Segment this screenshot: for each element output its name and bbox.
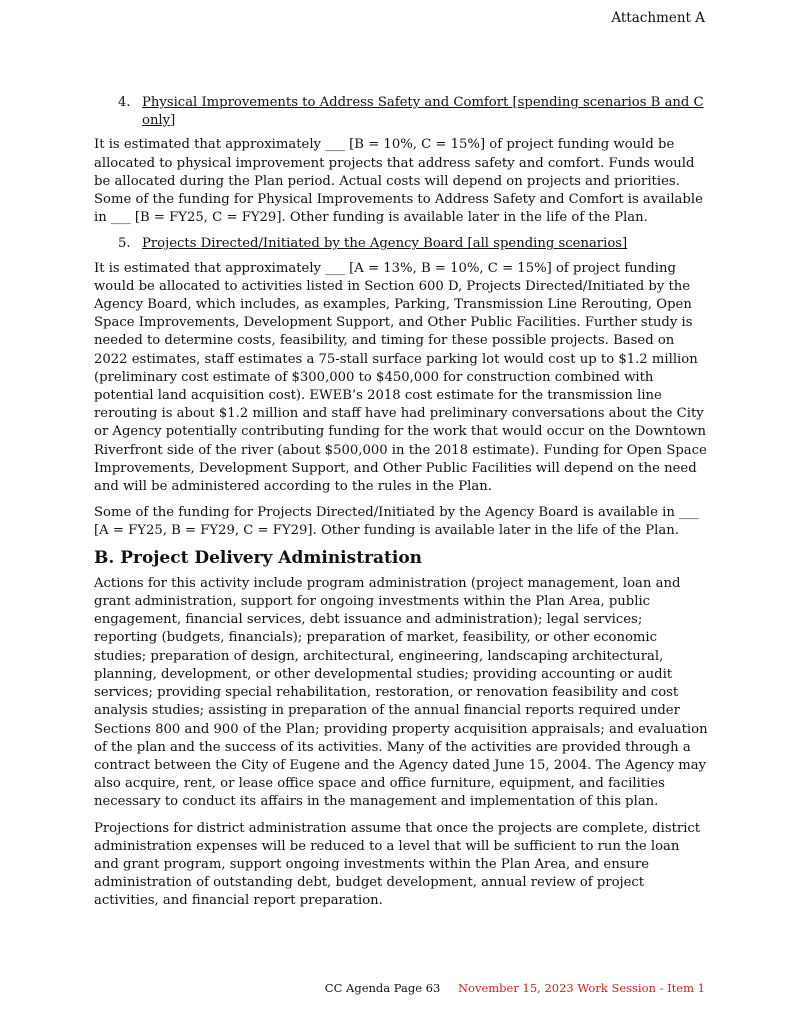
- list-item-5: [118, 235, 708, 253]
- section-b-title: B. Project Delivery Administration: [94, 547, 423, 568]
- paragraph: Some of the funding for Projects Directed/Initiated by the Agency Board is available in ___ [A = FY25, B = FY29, C = FY29]. Other funding is available later in the life of the Plan.: [94, 505, 699, 539]
- page-footer: [325, 981, 705, 995]
- list-number: 4.: [118, 95, 131, 110]
- agenda-page-label: CC Agenda Page 63: [324, 981, 441, 995]
- attachment-label: Attachment A: [611, 10, 705, 26]
- paragraph: It is estimated that approximately ___ [A = 13%, B = 10%, C = 15%] of project funding would be allocated to activities listed in Section 600 D, Projects Directed/Initiated by the Agency Board, which includes, as examples, Parking, Transmission Line Rerouting, Open Space Improvements, Development Support, and Other Public Facilities. Further study is needed to determine costs, feasibility, and timing for these possible projects. Based on 2022 estimates, staff estimates a 75-stall surface parking lot would cost up to $1.2 million (preliminary cost estimate of $300,000 to $450,000 for construction combined with potential land acquisition cost). EWEB’s 2018 cost estimate for the transmission line rerouting is about $1.2 million and staff have had preliminary conversations about the City or Agency potentially contributing funding for the work that would occur on the Downtown Riverfront side of the river (about $500,000 in the 2018 estimate). Funding for Open Space Improvements, Development Support, and Other Public Facilities will depend on the need and will be administered according to the rules in the Plan.: [94, 260, 707, 495]
- list-number: 5.: [118, 236, 131, 252]
- document-body: [94, 94, 708, 919]
- paragraph: It is estimated that approximately ___ [B = 10%, C = 15%] of project funding would be allocated to physical improvement projects that address safety and comfort. Funds would be allocated during the Plan period. Actual costs will depend on projects and priorities. Some of the funding for Physical Improvements to Address Safety and Comfort is available in ___ [B = FY25, C = FY29]. Other funding is available later in the life of the Plan.: [94, 137, 703, 226]
- list-heading: Physical Improvements to Address Safety and Comfort [spending scenarios B and C only]: [142, 95, 704, 129]
- session-label: November 15, 2023 Work Session - Item 1: [457, 981, 705, 995]
- paragraph: Actions for this activity include program administration (project management, loan and grant administration, support for ongoing investments within the Plan Area, public engagement, financial services, debt issuance and administration); legal services; reporting (budgets, financials); preparation of market, feasibility, or other economic studies; preparation of design, architectural, engineering, landscaping architectural, planning, development, or other developmental studies; providing accounting or audit services; providing special rehabilitation, restoration, or renovation feasibility and cost analysis studies; assisting in preparation of the annual financial reports required under Sections 800 and 900 of the Plan; providing property acquisition appraisals; and evaluation of the plan and the success of its activities. Many of the activities are provided through a contract between the City of Eugene and the Agency dated June 15, 2004. The Agency may also acquire, rent, or lease office space and office furniture, equipment, and facilities necessary to conduct its affairs in the management and implementation of this plan.: [94, 575, 708, 810]
- list-heading: Projects Directed/Initiated by the Agency Board [all spending scenarios]: [142, 236, 628, 252]
- paragraph: Projections for district administration assume that once the projects are complete, district administration expenses will be reduced to a level that will be sufficient to run the loan and grant program, support ongoing investments within the Plan Area, and ensure administration of outstanding debt, budget development, annual review of project activities, and financial report preparation.: [94, 820, 701, 909]
- list-item-4: [118, 94, 708, 130]
